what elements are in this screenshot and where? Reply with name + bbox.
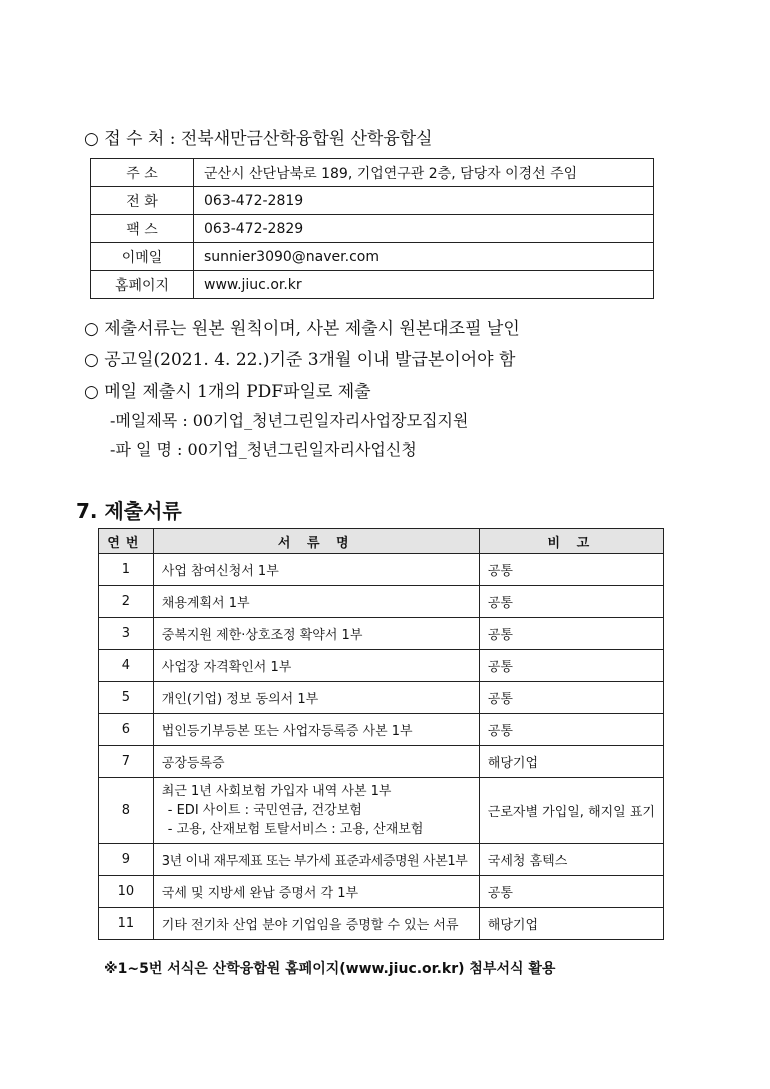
contact-row-fax	[91, 215, 654, 243]
row-name: 채용계획서 1부	[153, 586, 479, 618]
row-no: 10	[99, 876, 154, 908]
row-note: 해당기업	[479, 908, 663, 940]
row-note: 해당기업	[479, 746, 663, 778]
header-name: 서 류 명	[153, 529, 479, 554]
contact-value: 군산시 산단남북로 189, 기업연구관 2층, 담당자 이경선 주임	[194, 159, 654, 187]
note-pdf: ○ 메일 제출시 1개의 PDF파일로 제출	[84, 382, 371, 402]
contact-row-address	[91, 159, 654, 187]
row-note: 공통	[479, 586, 663, 618]
row-name-multiline	[153, 778, 479, 844]
table-row	[99, 778, 664, 844]
footnote: ※1~5번 서식은 산학융합원 홈페이지(www.jiuc.or.kr) 첨부서식 활용	[104, 961, 556, 977]
table-row	[99, 618, 664, 650]
contact-value: 063-472-2819	[194, 187, 654, 215]
table-row	[99, 650, 664, 682]
row-note: 공통	[479, 618, 663, 650]
note-issue-date: ○ 공고일(2021. 4. 22.)기준 3개월 이내 발급본이어야 함	[84, 350, 516, 370]
table-header	[99, 529, 664, 554]
row-no: 3	[99, 618, 154, 650]
contact-key: 전 화	[91, 187, 194, 215]
row-no: 1	[99, 554, 154, 586]
contact-key: 홈페이지	[91, 271, 194, 299]
contact-key: 주 소	[91, 159, 194, 187]
contact-value: 063-472-2829	[194, 215, 654, 243]
contact-value: sunnier3090@naver.com	[194, 243, 654, 271]
row-note: 근로자별 가입일, 해지일 표기	[479, 778, 663, 844]
row-note: 국세청 홈텍스	[479, 844, 663, 876]
contact-row-phone	[91, 187, 654, 215]
row-sub-total-service: - 고용, 산재보험 토탈서비스 : 고용, 산재보험	[167, 822, 424, 837]
note-original: ○ 제출서류는 원본 원칙이며, 사본 제출시 원본대조필 날인	[84, 319, 520, 339]
contact-key: 이메일	[91, 243, 194, 271]
reception-heading: ○ 접 수 처 : 전북새만금산학융합원 산학융합실	[84, 129, 433, 149]
row-name: 개인(기업) 정보 동의서 1부	[153, 682, 479, 714]
row-name: 국세 및 지방세 완납 증명서 각 1부	[153, 876, 479, 908]
row-name: 법인등기부등본 또는 사업자등록증 사본 1부	[153, 714, 479, 746]
row-note: 공통	[479, 682, 663, 714]
table-row	[99, 746, 664, 778]
row-name: 사업장 자격확인서 1부	[153, 650, 479, 682]
table-row	[99, 876, 664, 908]
row-name: 중복지원 제한·상호조정 확약서 1부	[153, 618, 479, 650]
header-no: 연번	[99, 529, 154, 554]
row-no: 11	[99, 908, 154, 940]
table-row	[99, 682, 664, 714]
row-name: 3년 이내 재무제표 또는 부가세 표준과세증명원 사본1부	[153, 844, 479, 876]
row-name: 공장등록증	[153, 746, 479, 778]
section-title: 7. 제출서류	[76, 499, 182, 523]
row-note: 공통	[479, 650, 663, 682]
file-name: -파 일 명 : 00기업_청년그린일자리사업신청	[110, 440, 417, 459]
mail-subject: -메일제목 : 00기업_청년그린일자리사업장모집지원	[110, 411, 469, 430]
row-name: 사업 참여신청서 1부	[153, 554, 479, 586]
row-no: 5	[99, 682, 154, 714]
table-row	[99, 908, 664, 940]
contact-row-homepage	[91, 271, 654, 299]
row-note: 공통	[479, 554, 663, 586]
table-row	[99, 586, 664, 618]
row-no: 7	[99, 746, 154, 778]
contact-table	[90, 158, 654, 299]
documents-table	[98, 528, 664, 940]
row-name: 최근 1년 사회보험 가입자 내역 사본 1부	[161, 784, 392, 799]
contact-row-email	[91, 243, 654, 271]
row-no: 4	[99, 650, 154, 682]
contact-key: 팩 스	[91, 215, 194, 243]
row-sub-edi: - EDI 사이트 : 국민연금, 건강보험	[167, 803, 362, 818]
table-row	[99, 844, 664, 876]
header-note: 비 고	[479, 529, 663, 554]
row-no: 6	[99, 714, 154, 746]
row-note: 공통	[479, 714, 663, 746]
row-no: 8	[99, 778, 154, 844]
row-no: 2	[99, 586, 154, 618]
contact-value: www.jiuc.or.kr	[194, 271, 654, 299]
row-note: 공통	[479, 876, 663, 908]
table-row	[99, 554, 664, 586]
row-no: 9	[99, 844, 154, 876]
row-name: 기타 전기차 산업 분야 기업임을 증명할 수 있는 서류	[153, 908, 479, 940]
table-row	[99, 714, 664, 746]
